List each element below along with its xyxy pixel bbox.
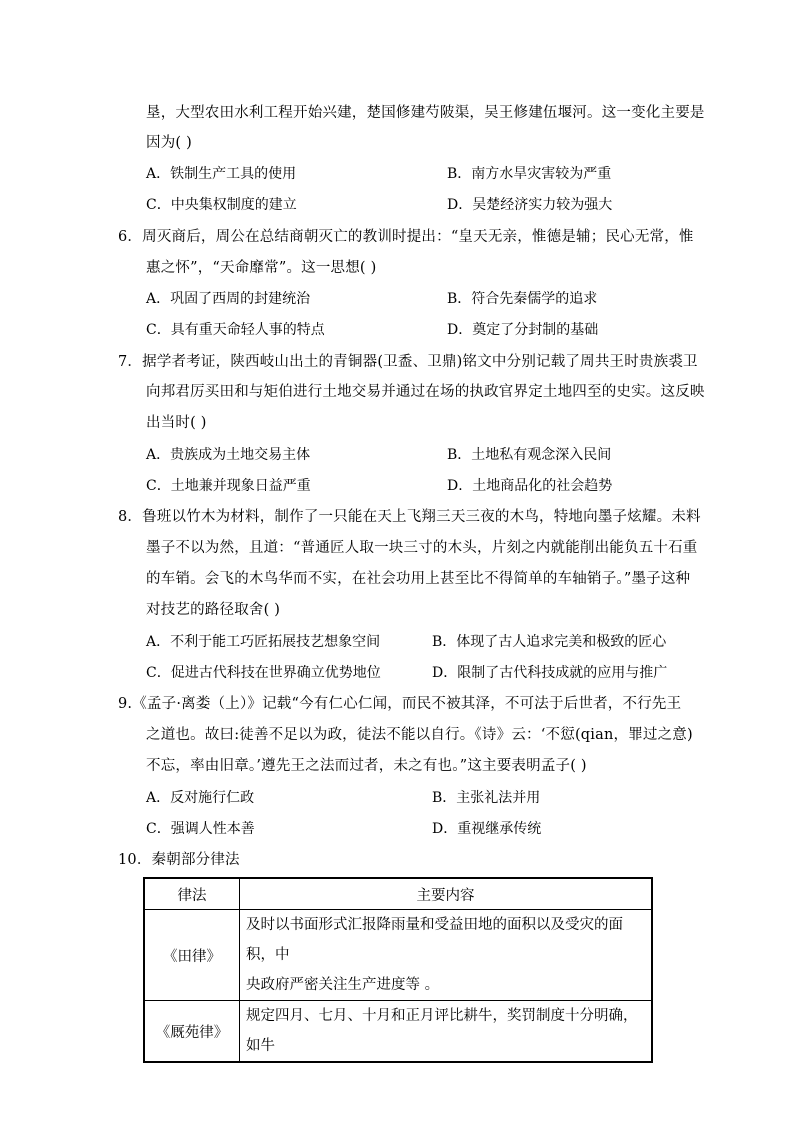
q8-option-b: B．体现了古人追求完美和极致的匠心 (432, 634, 667, 650)
table-cell-content-line1: 及时以书面形式汇报降雨量和受益田地的面积以及受灾的面积，中 (246, 917, 623, 963)
q7-stem-line1: 7．据学者考证，陕西岐山出土的青铜器(卫盉、卫鼎)铭文中分别记载了周共王时贵族裘卫 (118, 354, 698, 370)
q7-option-c: C．土地兼并现象日益严重 (146, 478, 311, 494)
q10-stem: 10．秦朝部分律法 (118, 852, 240, 868)
q10-law-table (143, 877, 653, 1063)
table-row (144, 910, 652, 1001)
q7-stem-line3: 出当时( ) (146, 415, 207, 431)
q8-stem-line2: 墨子不以为然，且道：“普通匠人取一块三寸的木头，片刻之内就能削出能负五十石重 (146, 540, 698, 556)
table-cell-content (240, 1001, 653, 1063)
q8-option-c: C．促进古代科技在世界确立优势地位 (146, 665, 381, 681)
q7-option-a: A．贵族成为土地交易主体 (146, 447, 311, 463)
q5-option-d: D．吴楚经济实力较为强大 (447, 197, 613, 213)
q8-option-a: A．不利于能工巧匠拓展技艺想象空间 (146, 634, 381, 650)
q5-option-a: A．铁制生产工具的使用 (146, 166, 297, 182)
q8-stem-line3: 的车销。会飞的木鸟华而不实，在社会功用上甚至比不得简单的车轴销子。”墨子这种 (146, 571, 691, 587)
q7-stem-line2: 向邦君厉买田和与矩伯进行土地交易并通过在场的执政官界定土地四至的史实。这反映 (146, 384, 705, 400)
q7-option-d: D．土地商品化的社会趋势 (447, 478, 613, 494)
q6-option-a: A．巩固了西周的封建统治 (146, 291, 311, 307)
q9-option-b: B．主张礼法并用 (432, 790, 541, 806)
q5-option-b: B．南方水旱灾害较为严重 (447, 166, 612, 182)
q9-stem-line1: 9.《孟子·离娄（上）》记载“今有仁心仁闻，而民不被其泽，不可法于后世者，不行先王 (118, 696, 682, 712)
table-cell-law-name: 《厩苑律》 (144, 1001, 240, 1063)
q5-stem-line1: 垦，大型农田水利工程开始兴建，楚国修建芍陂渠，吴王修建伍堰河。这一变化主要是 (146, 105, 705, 121)
table-header-content: 主要内容 (240, 878, 653, 910)
q5-option-c: C．中央集权制度的建立 (146, 197, 297, 213)
q6-option-d: D．奠定了分封制的基础 (447, 322, 599, 338)
table-cell-content-line2: 央政府严密关注生产进度等 。 (246, 977, 440, 993)
q9-option-d: D．重视继承传统 (432, 821, 542, 837)
q7-option-b: B．土地私有观念深入民间 (447, 447, 612, 463)
q8-stem-line4: 对技艺的路径取舍( ) (146, 602, 281, 618)
table-row (144, 1001, 652, 1063)
q5-stem-line2: 因为( ) (146, 135, 192, 151)
table-header-law: 律法 (144, 878, 240, 910)
table-cell-law-name: 《田律》 (144, 910, 240, 1001)
q9-option-a: A．反对施行仁政 (146, 790, 255, 806)
q6-option-c: C．具有重天命轻人事的特点 (146, 322, 325, 338)
q6-option-b: B．符合先秦儒学的追求 (447, 291, 598, 307)
q8-stem-line1: 8．鲁班以竹木为材料，制作了一只能在天上飞翔三天三夜的木鸟，特地向墨子炫耀。未料 (118, 509, 701, 525)
q8-option-d: D．限制了古代科技成就的应用与推广 (432, 665, 668, 681)
table-cell-content-line1: 规定四月、七月、十月和正月评比耕牛，奖罚制度十分明确，如牛 (246, 1008, 638, 1054)
table-cell-content (240, 910, 653, 1001)
q9-option-c: C．强调人性本善 (146, 821, 255, 837)
q6-stem-line1: 6．周灭商后，周公在总结商朝灭亡的教训时提出：“皇天无亲，惟德是辅；民心无常，惟 (118, 229, 694, 245)
q9-stem-line3: 不忘，率由旧章。’遵先王之法而过者，未之有也。”这主要表明孟子( ) (146, 758, 587, 774)
q9-stem-line2: 之道也。故曰:徒善不足以为政，徒法不能以自行。《诗》云：‘不愆(qian，罪过之意) (146, 727, 693, 743)
table-header-row (144, 878, 652, 910)
q6-stem-line2: 惠之怀”，“天命靡常”。这一思想( ) (146, 260, 377, 276)
